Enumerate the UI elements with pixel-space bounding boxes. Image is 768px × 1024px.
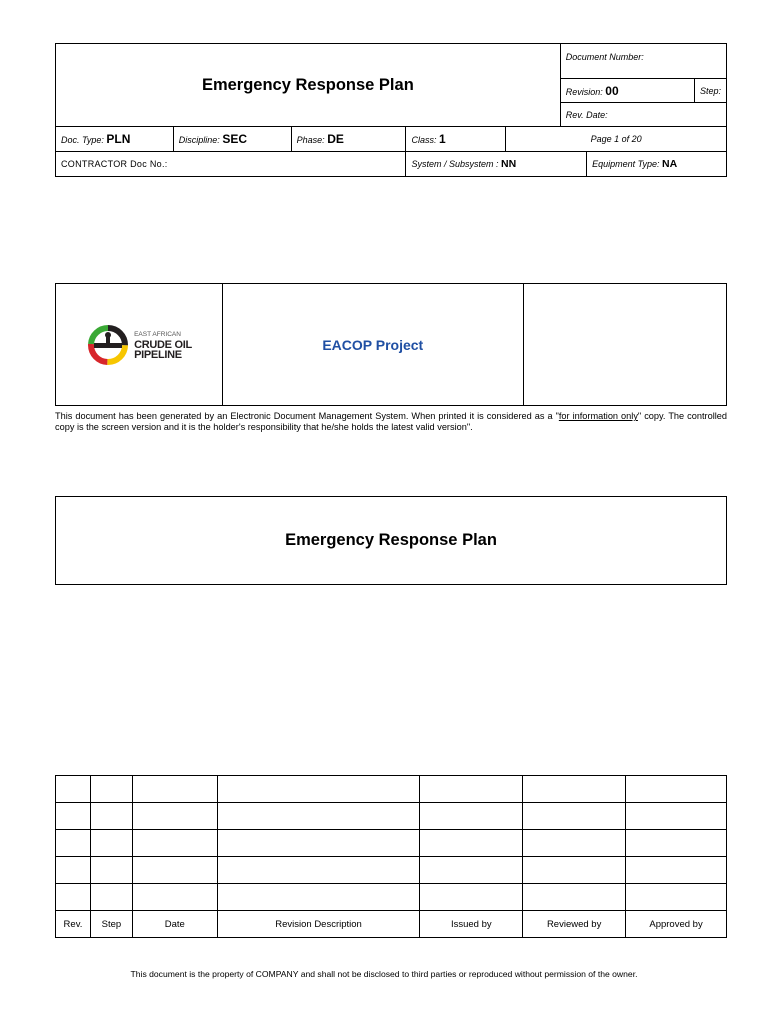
revision-header-cell: Approved by [626,911,727,938]
revision-cell [420,884,523,911]
revision-cell [420,776,523,803]
discipline-value: SEC [222,132,248,146]
revision-row [56,803,727,830]
doc-type-cell: Doc. Type: PLN [56,127,174,152]
logo-line2: CRUDE OIL [134,338,192,351]
revision-cell [56,830,91,857]
revision-cell [56,884,91,911]
revision-header-cell: Revision Description [217,911,420,938]
revision-cell [90,857,132,884]
document-number-label: Document Number: [560,44,726,79]
revision-header-cell: Issued by [420,911,523,938]
logo-text [134,330,192,360]
revision-cell [90,776,132,803]
revision-cell [90,830,132,857]
equipment-value: NA [662,158,678,170]
pipeline-ring-icon [86,323,130,367]
blank-cell [523,284,726,406]
revision-cell [56,803,91,830]
revision-header-cell: Date [132,911,217,938]
class-value: 1 [438,132,446,146]
revision-header-row [56,911,727,938]
revision-cell [626,776,727,803]
document-header-meta [55,126,727,177]
for-information-only: for information only [558,411,638,421]
phase-cell: Phase: DE [291,127,406,152]
revision-cell [523,857,626,884]
project-name: EACOP Project [222,284,523,406]
edms-notice: This document has been generated by an Electronic Document Management System. When printed it is considered as a "for information only" copy. The controlled copy is the screen version and it is the holder's responsibility that he/she holds the latest valid version". [55,411,727,432]
revision-value: 00 [605,83,619,98]
ownership-footer: This document is the property of COMPANY and shall not be disclosed to third parties or reproduced without permission of the owner. [130,969,638,979]
header-title: Emergency Response Plan [56,44,561,127]
revision-row [56,776,727,803]
revision-cell [523,803,626,830]
revision-table [55,775,727,938]
revision-row [56,884,727,911]
revision-row [56,830,727,857]
revision-row [56,857,727,884]
logo-line3: PIPELINE [134,348,182,361]
logo-cell [56,284,223,406]
phase-value: DE [327,132,344,146]
revision-cell [626,857,727,884]
revision-cell [217,884,420,911]
revision-cell [523,830,626,857]
discipline-cell: Discipline: SEC [173,127,291,152]
revision-cell [132,776,217,803]
revision-cell [90,884,132,911]
doc-type-value: PLN [106,132,131,146]
revision-cell [420,830,523,857]
revision-cell: Revision: 00 [560,79,694,103]
revision-cell [132,803,217,830]
revision-cell [217,830,420,857]
revision-cell [56,776,91,803]
revision-cell [626,803,727,830]
revision-cell [217,857,420,884]
revision-cell [420,803,523,830]
main-title: Emergency Response Plan [285,531,497,549]
revision-header-cell: Reviewed by [523,911,626,938]
page-number: Page 1 of 20 [506,127,727,152]
revision-cell [523,776,626,803]
revision-cell [56,857,91,884]
revision-cell [626,884,727,911]
revision-cell [523,884,626,911]
system-cell: System / Subsystem : NN [406,152,587,177]
revision-header-cell: Step [90,911,132,938]
revision-cell [90,803,132,830]
logo [56,323,222,367]
revision-cell [132,884,217,911]
revision-cell [420,857,523,884]
project-banner [55,283,727,406]
document-header [55,43,727,127]
revision-cell [626,830,727,857]
revision-header-cell: Rev. [56,911,91,938]
system-value: NN [501,158,517,170]
revision-cell [217,803,420,830]
revision-cell [132,830,217,857]
step-label: Step: [694,79,726,103]
rev-date-label: Rev. Date: [560,103,726,127]
revision-cell [217,776,420,803]
class-cell: Class: 1 [406,127,506,152]
equipment-cell: Equipment Type: NA [587,152,727,177]
contractor-doc-label: CONTRACTOR Doc No.: [56,152,406,177]
main-title-box [55,496,727,585]
logo-line1: EAST AFRICAN [134,330,181,338]
revision-cell [132,857,217,884]
